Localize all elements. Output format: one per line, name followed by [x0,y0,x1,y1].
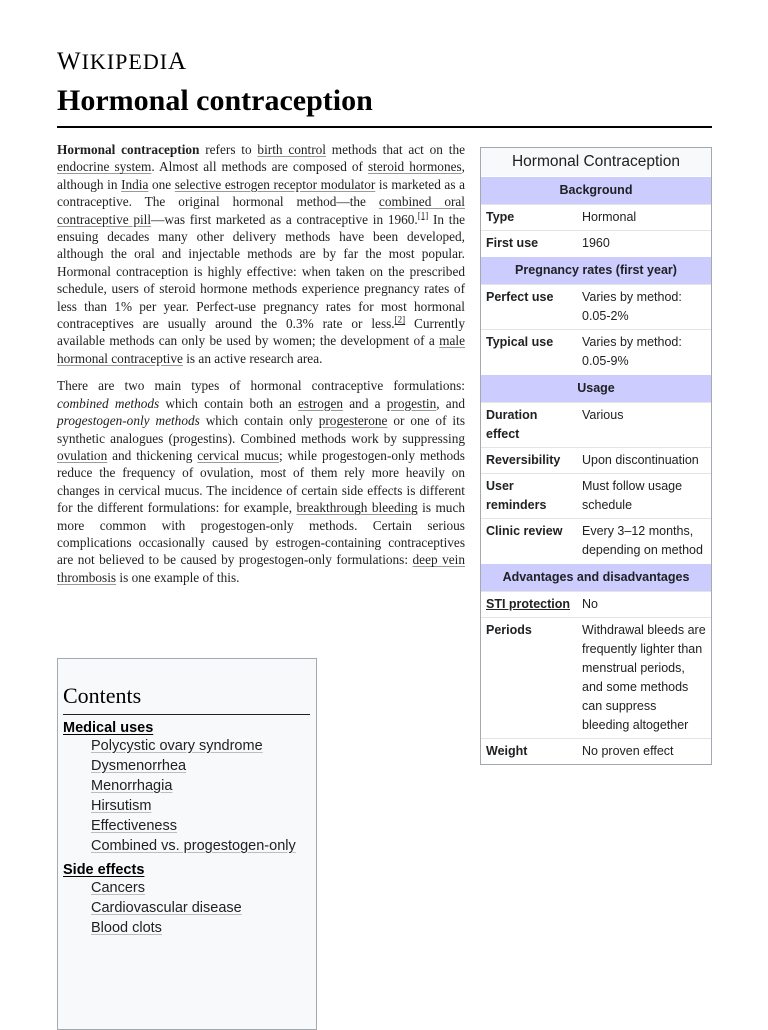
article-link[interactable]: cervical mucus [197,447,279,463]
infobox-value: Various [576,403,711,448]
infobox-row [481,231,711,257]
infobox-value: No [576,592,711,618]
article-link[interactable]: progestin [386,395,437,411]
toc-item[interactable] [91,878,316,898]
infobox-section-heading: Pregnancy rates (first year) [481,257,711,285]
text-run: one [148,176,175,192]
text-run: ; while progestogen-only methods reduce the frequency of ovulation, most of them rely more heavily on changes in cervical mucus. The incidence of certain side effects is different for the different formulations: for example, [57,447,465,516]
citation-link[interactable]: [1] [417,210,429,221]
article-link[interactable]: endocrine system [57,159,152,175]
infobox-key: User reminders [481,474,576,519]
toc-item[interactable] [91,918,316,938]
text-run: and thickening [107,447,198,463]
toc-item[interactable] [91,776,316,796]
toc-item-link[interactable]: Menorrhagia [91,778,173,794]
article-link[interactable]: selective estrogen receptor modulator [174,176,376,192]
toc-item-link[interactable]: Hirsutism [91,798,152,814]
toc-item[interactable] [91,796,316,816]
infobox-key: Reversibility [481,448,576,474]
infobox-row [481,205,711,231]
infobox-key: Weight [481,739,576,765]
italic-term: combined methods [57,395,160,411]
text-run: . Almost all methods are composed of [151,159,368,175]
infobox-title: Hormonal Contraception [481,148,711,177]
article-link[interactable]: India [121,176,149,192]
infobox-section-heading: Background [481,177,711,205]
logo-wordmark: IKIPEDI [81,49,169,74]
text-run: is much more common with progestogen-only methods. Certain serious complications occasionally caused by estrogen-containing contraceptives are not believed to be caused by progestogen-only formulations: [57,500,465,568]
infobox-value: No proven effect [576,739,711,765]
text-run: is an active research area. [182,350,323,366]
article-link[interactable]: estrogen [298,395,344,411]
toc-divider [63,714,310,715]
infobox-value: Upon discontinuation [576,448,711,474]
text-run: Currently available methods can only be used by women; the development of a [57,316,465,349]
toc-item[interactable] [91,898,316,918]
text-run: is one example of this. [116,569,240,585]
toc-item[interactable] [91,816,316,836]
table-of-contents [57,658,317,1030]
text-run: which contain only [199,413,319,429]
toc-item-link[interactable]: Cancers [91,880,145,896]
infobox-row [481,285,711,330]
text-run: is marketed as a contraceptive. The original hormonal method—the [57,176,465,210]
infobox-key: Type [481,205,576,231]
infobox-row [481,592,711,618]
article-link[interactable]: birth control [257,142,326,157]
infobox-row [481,618,711,739]
text-run: or one of its synthetic analogues (progestins). Combined methods work by suppressing [57,413,465,446]
article-link[interactable]: ovulation [57,447,108,463]
toc-title: Contents [63,683,142,708]
text-run: There are two main types of hormonal contraceptive formulations: [57,378,465,394]
infobox-value: Varies by method: 0.05-2% [576,285,711,330]
toc-item[interactable] [91,836,316,856]
infobox-row [481,739,711,765]
text-run: which contain both an [159,395,299,411]
infobox-key-link[interactable]: STI protection [486,597,571,611]
infobox-row [481,474,711,519]
article-link[interactable]: male hormonal contraceptive [57,333,465,366]
toc-item-link[interactable]: Blood clots [91,920,162,936]
article-link[interactable]: combined oral contraceptive pill [57,194,465,227]
text-run: , and [436,395,466,411]
text-run: In the ensuing decades many other delivery methods have been developed, although the oral and injectable methods are by far the most popular. Hormonal contraception is highly effective: when taken on the prescribed schedule, users of steroid hormone methods experience pregnancy rates of less than 1% per year. Perfect-use pregnancy rates for most hormonal contraceptives are usually around the 0.3% rate or less. [57,211,465,332]
infobox-value: Withdrawal bleeds are frequently lighter than menstrual periods, and some methods can suppress bleeding altogether [576,618,711,739]
wikipedia-logo[interactable] [57,48,187,76]
infobox-row [481,403,711,448]
infobox-row [481,330,711,375]
italic-term: progestogen-only methods [57,413,200,429]
formulations-paragraph [57,377,465,586]
infobox-row [481,448,711,474]
infobox-value: Hormonal [576,205,711,231]
text-run: —was first marketed as a contraceptive in 1960. [151,211,418,227]
text-run: refers to [199,142,258,157]
infobox-value: Must follow usage schedule [576,474,711,519]
toc-subsection-list [58,878,316,938]
infobox-key: Typical use [481,330,576,375]
article-body [57,141,465,596]
toc-item-link[interactable]: Cardiovascular disease [91,900,242,916]
infobox-value: Every 3–12 months, depending on method [576,519,711,564]
text-run: , although in [57,159,465,192]
text-run: and a [343,395,387,411]
toc-item-link[interactable]: Polycystic ovary syndrome [91,738,263,754]
logo-letter-a: A [168,48,188,75]
article-link[interactable]: deep vein thrombosis [57,552,465,585]
toc-item-link[interactable]: Combined vs. progestogen-only [91,838,296,854]
logo-letter-w: W [57,48,82,75]
toc-item-link[interactable]: Dysmenorrhea [91,758,187,774]
infobox-value: Varies by method: 0.05-9% [576,330,711,375]
infobox-key: Duration effect [481,403,576,448]
toc-section-link[interactable]: Medical uses [63,720,154,736]
toc-subsection-list [58,736,316,856]
article-link[interactable]: steroid hormones [368,159,462,175]
infobox-key[interactable] [481,592,576,618]
toc-section-link[interactable]: Side effects [63,862,145,878]
infobox-row [481,519,711,564]
page-title: Hormonal contraception [57,84,373,117]
toc-item-link[interactable]: Effectiveness [91,818,177,834]
lead-paragraph [57,141,465,367]
infobox-value: 1960 [576,231,711,257]
text-run: methods that act on the [326,142,465,157]
article-link[interactable]: progesterone [318,413,388,429]
infobox-key: Periods [481,618,576,739]
citation-link[interactable]: [2] [394,314,406,325]
infobox-key: First use [481,231,576,257]
infobox-section-heading: Advantages and disadvantages [481,564,711,592]
infobox-section-heading: Usage [481,375,711,403]
article-link[interactable]: breakthrough bleeding [296,500,418,516]
infobox [480,147,712,765]
infobox-key: Perfect use [481,285,576,330]
title-divider [57,126,712,128]
toc-item[interactable] [91,756,316,776]
infobox-key: Clinic review [481,519,576,564]
bold-term: Hormonal contraception [57,142,200,157]
toc-item[interactable] [91,736,316,756]
